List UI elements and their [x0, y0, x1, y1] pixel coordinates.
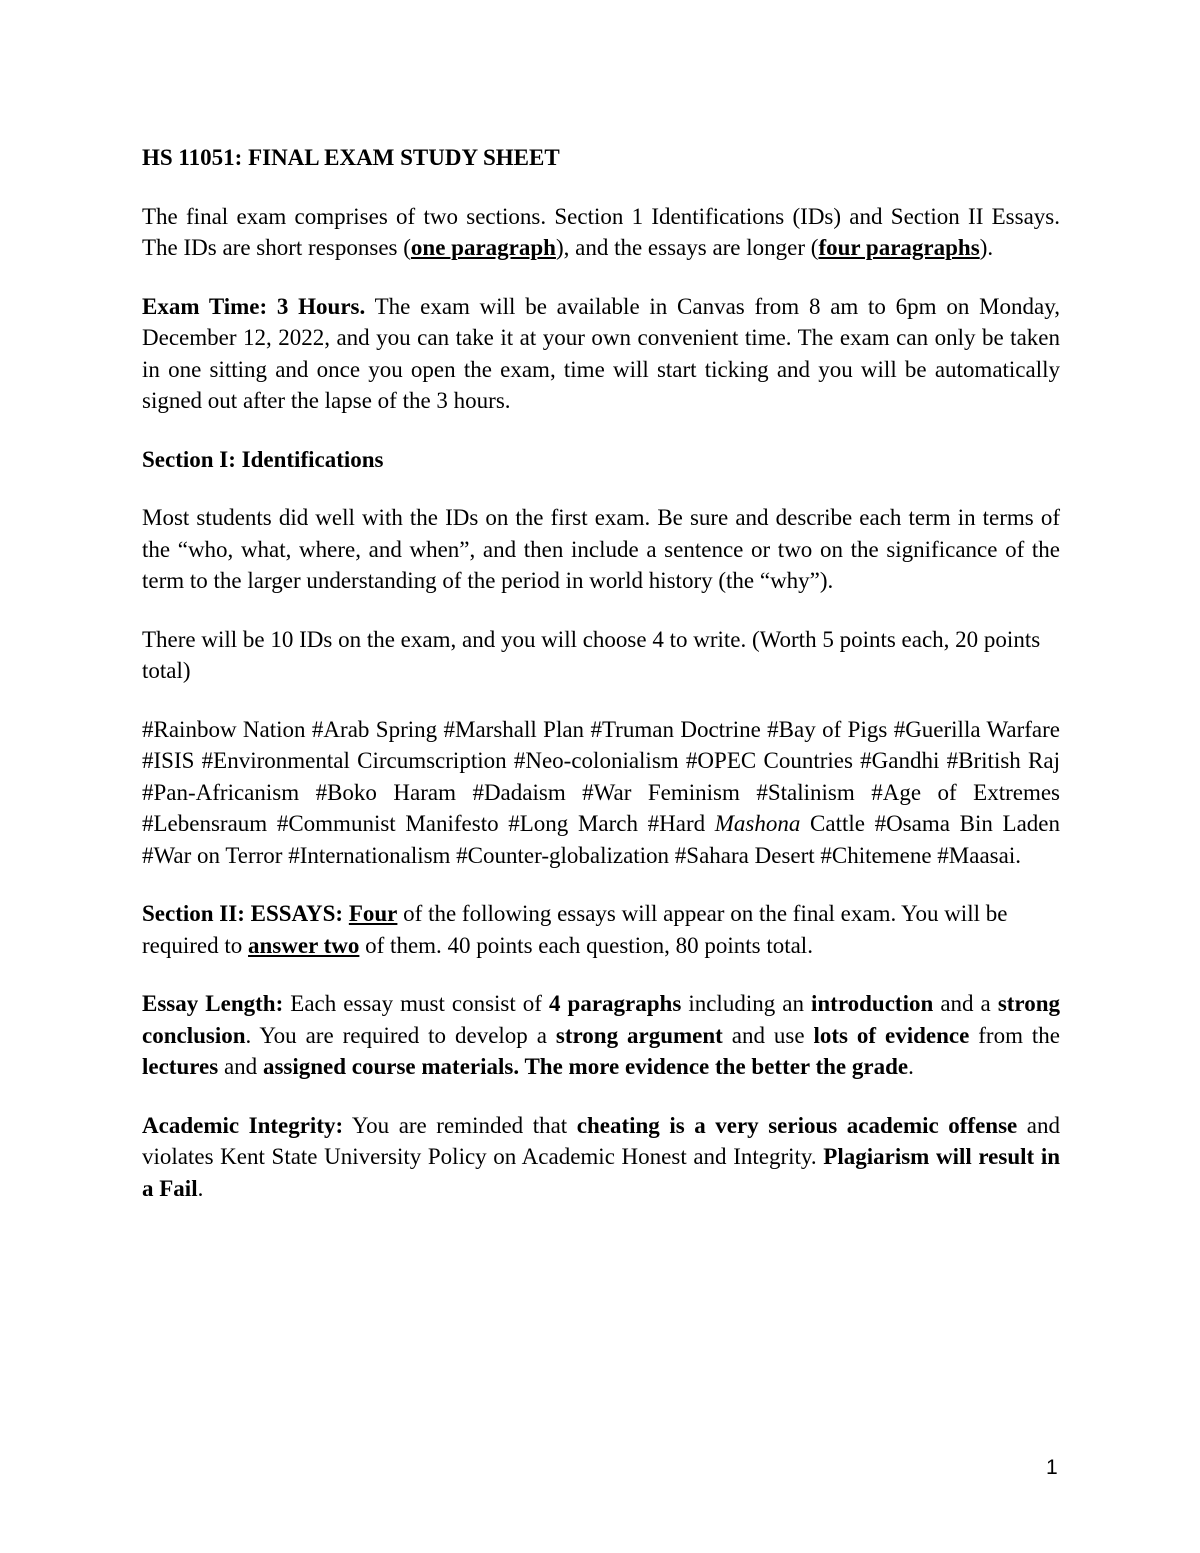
document-body: [142, 142, 1060, 1204]
integrity-label: Academic Integrity:: [142, 1112, 344, 1138]
exam-time-paragraph: [142, 291, 1060, 417]
essay-length-text: and: [218, 1054, 263, 1079]
intro-text-3: ).: [979, 235, 994, 260]
intro-text-1: The final exam comprises of two sections. Section 1 Identifications (IDs) and Section II Essays. The IDs are short responses (: [142, 203, 1060, 260]
four-paragraphs-emphasis: four paragraphs: [818, 235, 980, 260]
essay-length-text: including an: [681, 991, 811, 1016]
essay-length-text: Each essay must consist of: [283, 991, 550, 1016]
answer-two-emphasis: answer two: [248, 932, 360, 958]
essay-length-text: and a: [933, 991, 998, 1016]
section1-heading-text: Section I: Identifications: [142, 446, 384, 472]
essay-length-text: from the: [969, 1022, 1061, 1048]
integrity-bold: cheating is a very serious academic offense: [576, 1112, 1018, 1138]
essay-length-bold: introduction: [811, 991, 934, 1016]
integrity-text: You are reminded that: [343, 1112, 577, 1138]
section1-paragraph-1: Most students did well with the IDs on the first exam. Be sure and describe each term in terms of the “who, what, where, and when”, and then include a sentence or two on the significance of the term to the larger understanding of the period in world history (the “why”).: [142, 505, 1060, 593]
essay-length-text: and use: [722, 1022, 814, 1048]
essay-length-bold: strong conclusion: [142, 991, 1061, 1048]
id-terms-italic: Mashona: [714, 811, 801, 836]
essay-length-paragraph: [142, 988, 1060, 1083]
section1-paragraph-2: There will be 10 IDs on the exam, and you will choose 4 to write. (Worth 5 points each, 20 points total): [142, 626, 1041, 683]
section2-label: Section II: ESSAYS:: [142, 901, 349, 926]
intro-text-2: ), and the essays are longer (: [555, 235, 819, 260]
essay-length-label: Essay Length:: [142, 991, 284, 1016]
page-number: 1: [1046, 1456, 1058, 1479]
section2-text-1: of the following essays will appear on the final exam. You will be required to: [142, 901, 1008, 958]
essay-length-bold: assigned course materials. The more evidence the better the grade: [262, 1054, 909, 1079]
essay-length-text: . You are required to develop a: [245, 1022, 556, 1048]
intro-paragraph: [142, 201, 1060, 264]
essay-length-bold: 4 paragraphs: [549, 991, 682, 1016]
essay-length-bold: strong argument: [555, 1022, 723, 1048]
integrity-text: .: [197, 1175, 204, 1201]
integrity-text: and violates Kent State University Policy on Academic Honest and Integrity.: [142, 1112, 1060, 1169]
academic-integrity-paragraph: [142, 1110, 1060, 1205]
four-emphasis: Four: [348, 901, 398, 926]
section2-paragraph: [142, 898, 1060, 961]
section2-text-2: of them. 40 points each question, 80 points total.: [359, 932, 813, 958]
essay-length-bold: lectures: [142, 1054, 219, 1079]
exam-time-label: Exam Time: 3 Hours.: [142, 293, 366, 319]
exam-time-text: The exam will be available in Canvas from 8 am to 6pm on Monday, December 12, 2022, and you can take it at your own convenient time. The exam can only be taken in one sitting and once you open the exam, time will start ticking and you will be automatically signed out after the lapse of the 3 hours.: [142, 293, 1060, 413]
id-terms-text-1: #Rainbow Nation #Arab Spring #Marshall Plan #Truman Doctrine #Bay of Pigs #Guerilla Warfare #ISIS #Environmental Circumscription #Neo-colonialism #OPEC Countries #Gandhi #British Raj #Pan-Africanism #Boko Haram #Dadaism #War Feminism #Stalinism #Age of Extremes #Lebensraum #Communist Manifesto #Long March #Hard: [142, 716, 1060, 836]
essay-length-bold: lots of evidence: [813, 1022, 970, 1048]
section1-heading: [142, 444, 1060, 476]
document-title: HS 11051: FINAL EXAM STUDY SHEET: [142, 145, 560, 170]
id-terms-text-2: Cattle #Osama Bin Laden #War on Terror #Internationalism #Counter-globalization #Sahara Desert #Chitemene #Maasai.: [142, 811, 1060, 868]
essay-length-text: .: [908, 1054, 914, 1079]
id-terms-list: [142, 714, 1060, 872]
one-paragraph-emphasis: one paragraph: [410, 235, 556, 260]
integrity-bold: Plagiarism will result in a Fail: [142, 1144, 1061, 1201]
